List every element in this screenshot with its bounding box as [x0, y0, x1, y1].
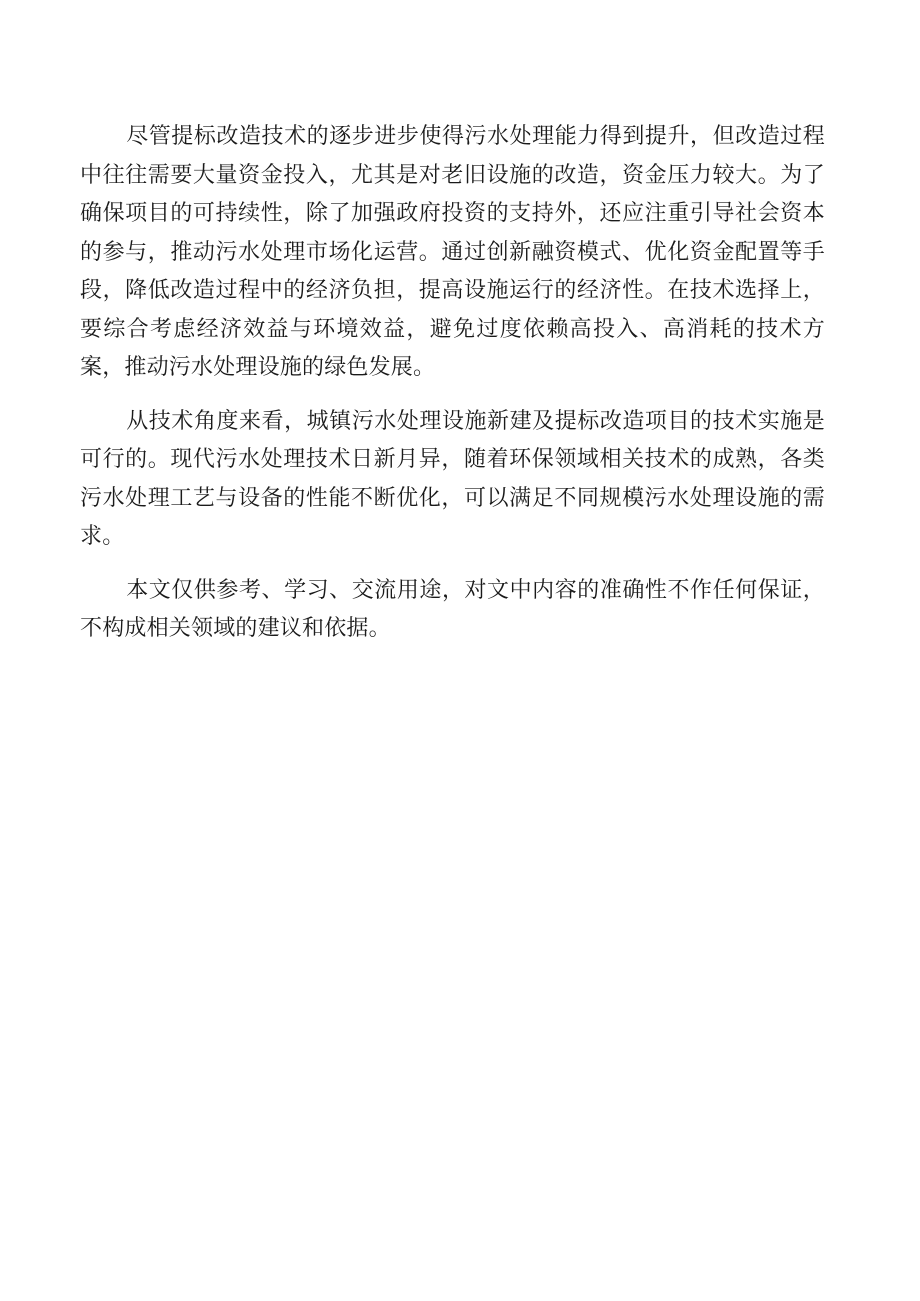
document-body	[80, 118, 825, 664]
paragraph-funding: 尽管提标改造技术的逐步进步使得污水处理能力得到提升，但改造过程中往往需要大量资金投入，尤其是对老旧设施的改造，资金压力较大。为了确保项目的可持续性，除了加强政府投资的支持外，还应注重引导社会资本的参与，推动污水处理市场化运营。通过创新融资模式、优化资金配置等手段，降低改造过程中的经济负担，提高设施运行的经济性。在技术选择上，要综合考虑经济效益与环境效益，避免过度依赖高投入、高消耗的技术方案，推动污水处理设施的绿色发展。	[80, 124, 825, 380]
paragraph-feasibility: 从技术角度来看，城镇污水处理设施新建及提标改造项目的技术实施是可行的。现代污水处理技术日新月异，随着环保领域相关技术的成熟，各类污水处理工艺与设备的性能不断优化，可以满足不同规模污水处理设施的需求。	[80, 408, 825, 549]
paragraph-disclaimer: 本文仅供参考、学习、交流用途，对文中内容的准确性不作任何保证，不构成相关领域的建议和依据。	[80, 577, 825, 641]
